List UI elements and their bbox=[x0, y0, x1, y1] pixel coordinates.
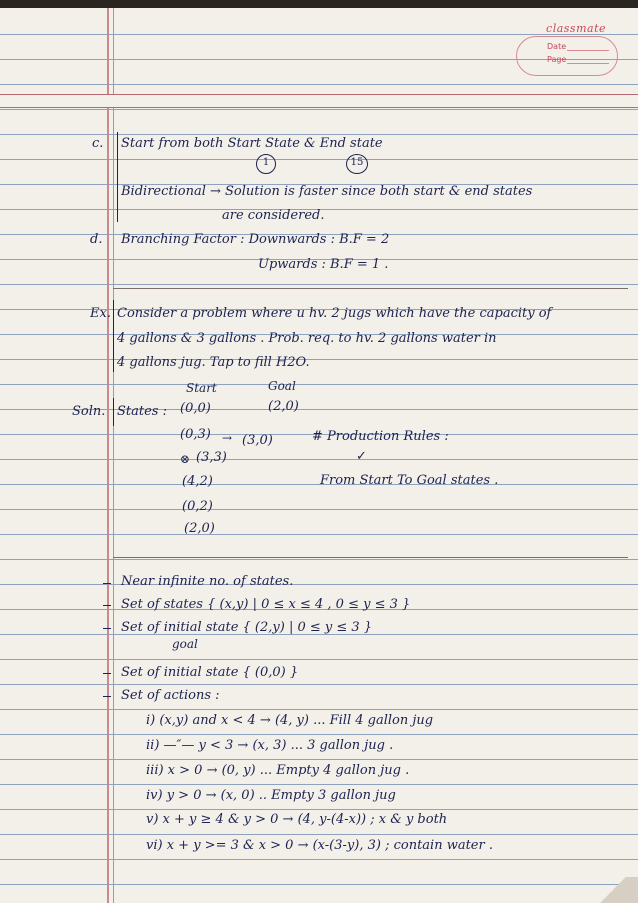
action-item: i) (x,y) and x < 4 → (4, y) ... Fill 4 gallon jug bbox=[146, 713, 434, 728]
date-page-stamp bbox=[516, 36, 618, 76]
example-line2: 4 gallons & 3 gallons . Prob. req. to hv. 2 gallons water in bbox=[117, 331, 497, 346]
arrow-icon: → bbox=[222, 431, 233, 445]
example-box bbox=[113, 300, 114, 372]
action-item: ii) —″— y < 3 → (x, 3) ... 3 gallon jug . bbox=[146, 738, 394, 753]
state-item: (3,3) bbox=[196, 450, 227, 465]
note-item: Set of initial state { (2,y) | 0 ≤ y ≤ 3 } bbox=[121, 620, 373, 635]
production-rules-heading: # Production Rules : bbox=[312, 429, 449, 444]
note-item: Set of actions : bbox=[121, 688, 220, 703]
goal-heading: Goal bbox=[268, 379, 296, 393]
bullet-dash bbox=[103, 628, 111, 629]
state-item: (0,3) bbox=[180, 427, 211, 442]
section-d-label: d. bbox=[90, 232, 103, 247]
badge-one: 1 bbox=[256, 154, 276, 174]
section-c-box bbox=[117, 132, 118, 222]
check-mark-icon: ✓ bbox=[356, 449, 367, 464]
state-item: (4,2) bbox=[182, 474, 213, 489]
section-d-line2: Upwards : B.F = 1 . bbox=[258, 257, 389, 272]
action-item: v) x + y ≥ 4 & y > 0 → (4, y-(4-x)) ; x & y both bbox=[146, 812, 448, 827]
date-label: Date bbox=[547, 42, 567, 51]
states-label: States : bbox=[117, 404, 167, 419]
note-item: Set of states { (x,y) | 0 ≤ x ≤ 4 , 0 ≤ y ≤ 3 } bbox=[121, 597, 411, 612]
state-item: (0,2) bbox=[182, 499, 213, 514]
section-c-line2: Bidirectional → Solution is faster since both start & end states bbox=[121, 184, 533, 199]
state-item: (0,0) bbox=[180, 401, 211, 416]
bullet-dash bbox=[103, 696, 111, 697]
section-d-line1: Branching Factor : Downwards : B.F = 2 bbox=[121, 232, 390, 247]
goal-state: (2,0) bbox=[268, 399, 299, 414]
header-rule bbox=[0, 94, 638, 108]
action-item: iii) x > 0 → (0, y) ... Empty 4 gallon jug . bbox=[146, 763, 410, 778]
state-item: (2,0) bbox=[184, 521, 215, 536]
page-line bbox=[567, 63, 609, 64]
example-line3: 4 gallons jug. Tap to fill H2O. bbox=[117, 355, 310, 370]
badge-fifteen: 15 bbox=[346, 154, 368, 174]
solution-label: Soln. bbox=[72, 404, 106, 419]
bullet-dash bbox=[103, 605, 111, 606]
section-c-line3: are considered. bbox=[222, 208, 325, 223]
page-corner bbox=[588, 877, 638, 903]
start-heading: Start bbox=[186, 381, 217, 395]
direction-note: From Start To Goal states . bbox=[320, 473, 499, 488]
arrow-state: (3,0) bbox=[242, 433, 273, 448]
note-item: Set of initial state { (0,0) } bbox=[121, 665, 299, 680]
bullet-dash bbox=[103, 583, 111, 584]
crossed-circle-icon: ⊗ bbox=[180, 452, 191, 466]
bullet-dash bbox=[103, 673, 111, 674]
action-item: iv) y > 0 → (x, 0) .. Empty 3 gallon jug bbox=[146, 788, 396, 803]
date-line bbox=[567, 50, 609, 51]
solution-box bbox=[113, 398, 114, 426]
example-line1: Consider a problem where u hv. 2 jugs which have the capacity of bbox=[117, 306, 552, 321]
example-label: Ex. bbox=[90, 306, 111, 321]
divider-2 bbox=[113, 557, 628, 558]
section-c-line1: Start from both Start State & End state bbox=[121, 136, 383, 151]
page-label: Page bbox=[547, 55, 567, 64]
brand-logo: classmate bbox=[546, 22, 606, 35]
goal-annotation: goal bbox=[172, 637, 198, 651]
action-item: vi) x + y >= 3 & x > 0 → (x-(3-y), 3) ; contain water . bbox=[146, 838, 493, 853]
section-c-label: c. bbox=[92, 136, 104, 151]
divider-1 bbox=[113, 288, 628, 289]
note-item: Near infinite no. of states. bbox=[121, 574, 294, 589]
